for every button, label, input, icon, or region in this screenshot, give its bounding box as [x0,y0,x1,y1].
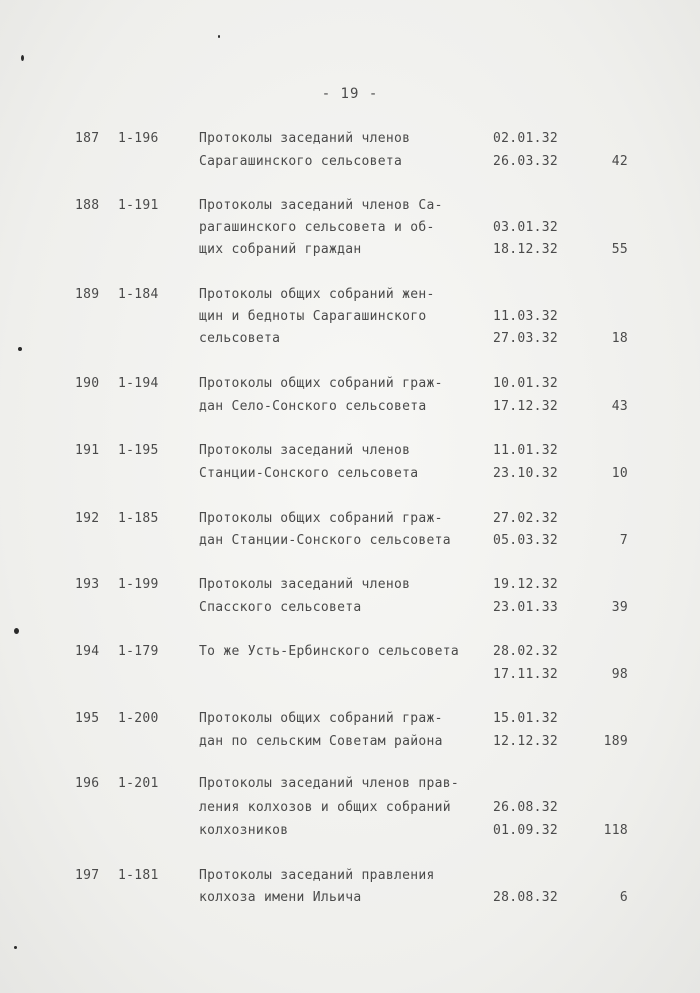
record-title-line: Протоколы заседаний правления [199,868,435,883]
record-code: 1-191 [118,198,159,213]
scan-speck [14,628,19,634]
record-date-start: 28.02.32 [493,644,559,659]
record-title-line: сельсовета [199,331,281,346]
record-date-start: 11.03.32 [493,309,559,324]
page-number: - 19 - [321,86,379,102]
record-title-line: Протоколы заседаний членов [199,443,411,458]
record-date-end: 01.09.32 [493,823,559,838]
record-date-start: 02.01.32 [493,131,559,146]
scan-speck [18,347,22,351]
record-title-line: Протоколы общих собраний граж- [199,376,443,391]
record-number: 190 [75,376,100,391]
record-number: 195 [75,711,100,726]
record-title-line: Протоколы общих собраний жен- [199,287,435,302]
record-code: 1-201 [118,776,159,791]
record-sheets: 55 [611,242,628,257]
record-sheets: 6 [619,890,628,905]
record-code: 1-195 [118,443,159,458]
record-title-line: щих собраний граждан [199,242,362,257]
record-sheets: 10 [611,466,628,481]
record-date-start: 27.02.32 [493,511,559,526]
record-title-line: Протоколы заседаний членов [199,577,411,592]
record-title-line: Протоколы заседаний членов прав- [199,776,460,791]
record-title-line: Протоколы заседаний членов [199,131,411,146]
record-date-end: 23.01.33 [493,600,559,615]
record-date-start: 26.08.32 [493,800,559,815]
record-title-line: колхоза имени Ильича [199,890,362,905]
record-number: 191 [75,443,100,458]
record-code: 1-194 [118,376,159,391]
record-code: 1-181 [118,868,159,883]
record-sheets: 18 [611,331,628,346]
record-number: 194 [75,644,100,659]
record-sheets: 43 [611,399,628,414]
record-number: 187 [75,131,100,146]
record-sheets: 42 [611,154,628,169]
scan-speck [14,946,17,949]
record-date-end: 28.08.32 [493,890,559,905]
record-title-line: щин и бедноты Сарагашинского [199,309,427,324]
record-code: 1-185 [118,511,159,526]
record-number: 197 [75,868,100,883]
record-date-end: 12.12.32 [493,734,559,749]
record-title-line: Протоколы общих собраний граж- [199,711,443,726]
record-number: 189 [75,287,100,302]
record-title-line: колхозников [199,823,289,838]
record-date-end: 23.10.32 [493,466,559,481]
record-date-end: 27.03.32 [493,331,559,346]
record-date-end: 26.03.32 [493,154,559,169]
record-number: 188 [75,198,100,213]
record-date-end: 17.12.32 [493,399,559,414]
record-date-start: 11.01.32 [493,443,559,458]
record-date-start: 10.01.32 [493,376,559,391]
record-number: 196 [75,776,100,791]
record-date-start: 19.12.32 [493,577,559,592]
record-title-line: ления колхозов и общих собраний [199,800,451,815]
record-sheets: 7 [619,533,628,548]
record-title-line: дан Станции-Сонского сельсовета [199,533,451,548]
record-date-start: 15.01.32 [493,711,559,726]
record-date-end: 18.12.32 [493,242,559,257]
record-code: 1-200 [118,711,159,726]
record-number: 193 [75,577,100,592]
scan-speck [218,35,220,38]
record-code: 1-179 [118,644,159,659]
record-code: 1-196 [118,131,159,146]
record-code: 1-184 [118,287,159,302]
record-sheets: 39 [611,600,628,615]
record-title-line: Протоколы общих собраний граж- [199,511,443,526]
record-number: 192 [75,511,100,526]
record-title-line: дан по сельским Советам района [199,734,443,749]
record-sheets: 98 [611,667,628,682]
record-title-line: То же Усть-Ербинского сельсовета [199,644,460,659]
record-title-line: Спасского сельсовета [199,600,362,615]
record-date-end: 05.03.32 [493,533,559,548]
record-title-line: Сарагашинского сельсовета [199,154,403,169]
record-title-line: Протоколы заседаний членов Са- [199,198,443,213]
record-title-line: Станции-Сонского сельсовета [199,466,419,481]
record-date-start: 03.01.32 [493,220,559,235]
record-title-line: рагашинского сельсовета и об- [199,220,435,235]
record-title-line: дан Село-Сонского сельсовета [199,399,427,414]
scan-speck [21,55,24,61]
record-code: 1-199 [118,577,159,592]
record-sheets: 118 [603,823,628,838]
record-sheets: 189 [603,734,628,749]
record-date-end: 17.11.32 [493,667,559,682]
